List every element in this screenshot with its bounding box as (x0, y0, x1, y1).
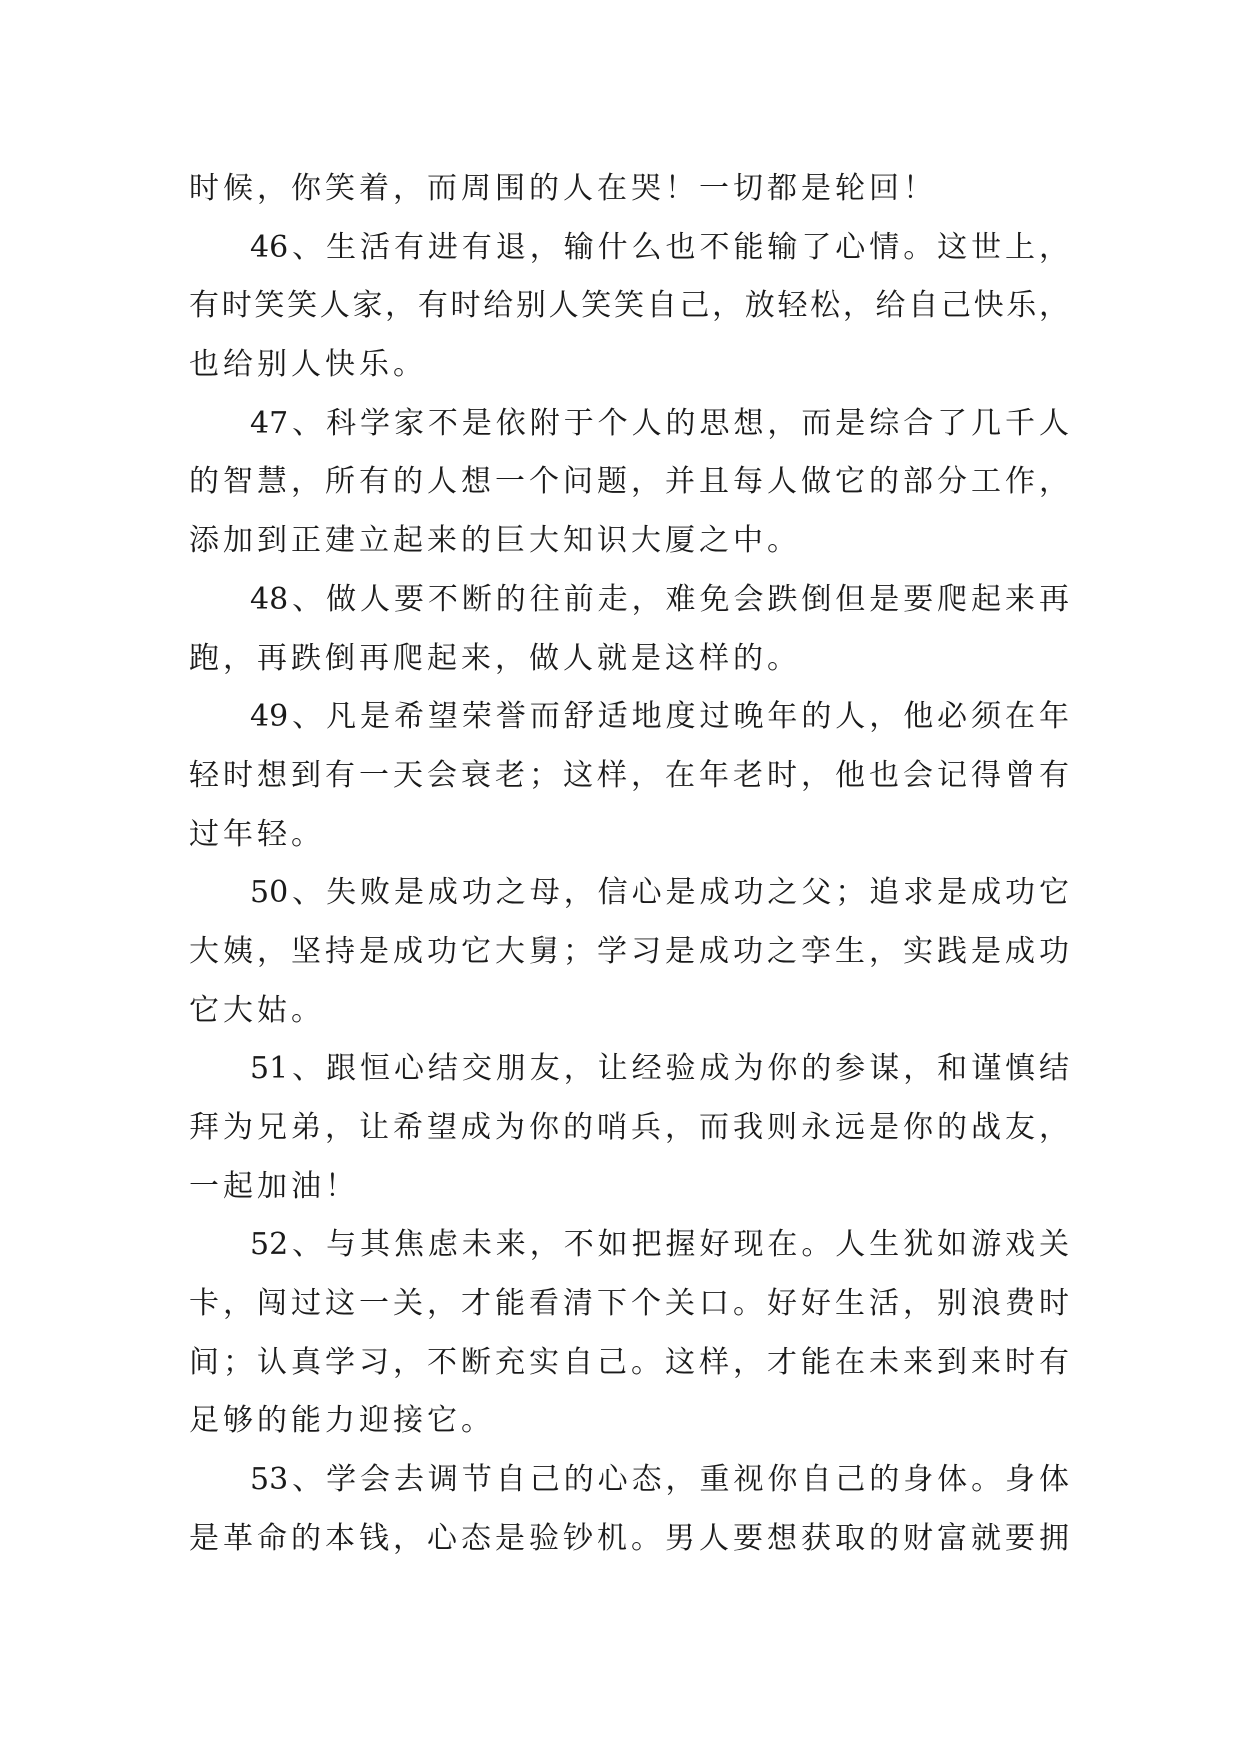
text-line: 卡，闯过这一关，才能看清下个关口。好好生活，别浪费时 (189, 1286, 1069, 1322)
text-line: 51、跟恒心结交朋友，让经验成为你的参谋，和谨慎结 (250, 1051, 1069, 1087)
text-line: 46、生活有进有退，输什么也不能输了心情。这世上， (250, 229, 1069, 265)
text-line: 时候，你笑着，而周围的人在哭！一切都是轮回！ (189, 171, 937, 206)
text-line: 添加到正建立起来的巨大知识大厦之中。 (189, 523, 801, 559)
text-line: 它大姑。 (189, 992, 325, 1028)
text-line: 轻时想到有一天会衰老；这样，在年老时，他也会记得曾有 (189, 757, 1069, 793)
text-line: 间；认真学习，不断充实自己。这样，才能在未来到来时有 (189, 1344, 1069, 1380)
text-line: 48、做人要不断的往前走，难免会跌倒但是要爬起来再 (250, 581, 1069, 617)
text-line: 是革命的本钱，心态是验钞机。男人要想获取的财富就要拥 (189, 1520, 1069, 1556)
text-line: 拜为兄弟，让希望成为你的哨兵，而我则永远是你的战友， (189, 1110, 1069, 1145)
text-line: 也给别人快乐。 (189, 347, 427, 383)
text-line: 47、科学家不是依附于个人的思想，而是综合了几千人 (250, 405, 1069, 441)
text-line: 大姨，坚持是成功它大舅；学习是成功之孪生，实践是成功 (189, 933, 1069, 969)
text-line: 49、凡是希望荣誉而舒适地度过晚年的人，他必须在年 (250, 699, 1069, 735)
text-line: 53、学会去调节自己的心态，重视你自己的身体。身体 (250, 1462, 1069, 1498)
text-line: 50、失败是成功之母，信心是成功之父；追求是成功它 (250, 875, 1069, 911)
text-line: 足够的能力迎接它。 (189, 1403, 495, 1439)
text-line: 过年轻。 (189, 816, 325, 852)
document-body (189, 160, 1069, 1569)
text-line: 跑，再跌倒再爬起来，做人就是这样的。 (189, 640, 801, 676)
text-line: 的智慧，所有的人想一个问题，并且每人做它的部分工作， (189, 464, 1069, 500)
text-line: 有时笑笑人家，有时给别人笑笑自己，放轻松，给自己快乐， (189, 288, 1069, 324)
text-line: 52、与其焦虑未来，不如把握好现在。人生犹如游戏关 (250, 1227, 1069, 1263)
text-line: 一起加油！ (189, 1168, 359, 1204)
